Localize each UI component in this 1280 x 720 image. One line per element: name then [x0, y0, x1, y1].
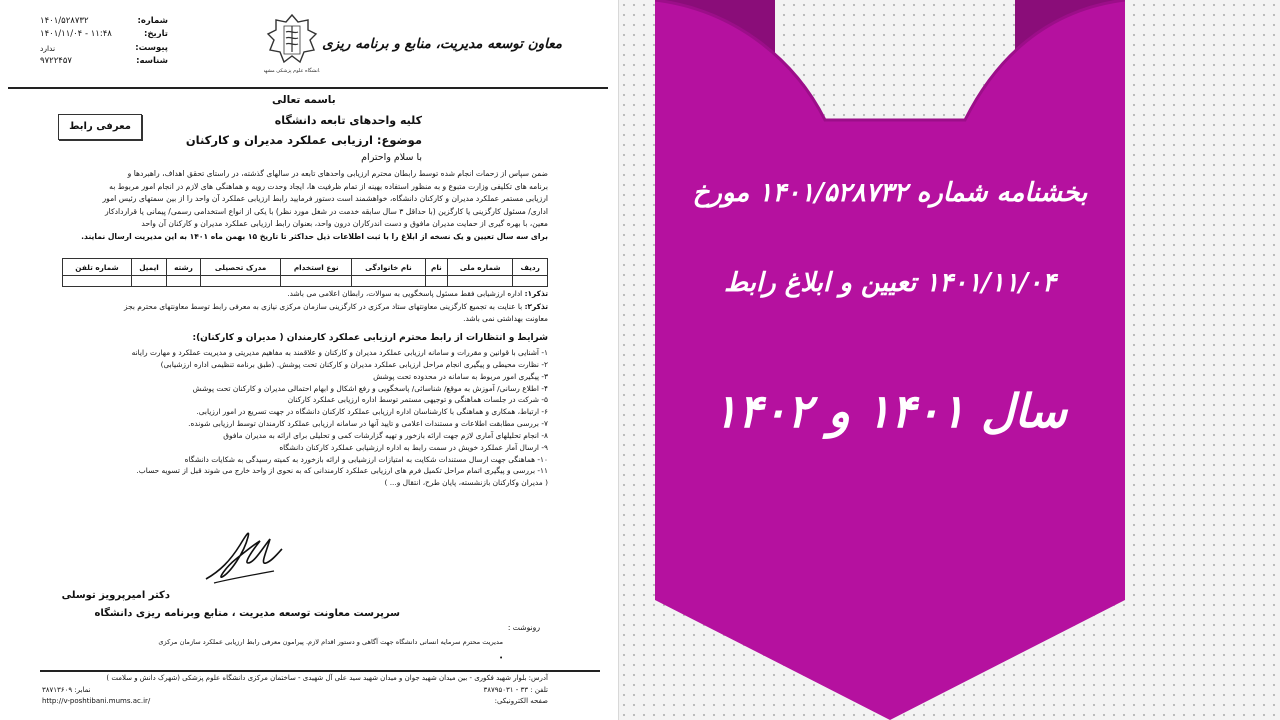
banner-line-3: سال ۱۴۰۱ و ۱۴۰۲ [713, 384, 1067, 438]
conditions-list [30, 347, 548, 489]
id-value: ۹۷۲۲۴۵۷ [40, 55, 72, 66]
note-1 [62, 288, 548, 300]
table-header: شماره ملی [448, 259, 513, 276]
footer-divider [40, 670, 600, 672]
number-label: شماره: [137, 16, 168, 26]
attachment-value: ندارد [40, 43, 56, 53]
list-item: ۲- نظارت محیطی و پیگیری انجام مراحل ارزیابی عملکرد مدیران و کارکنان تحت پوشش. (طبق برنامه تنظیمی اداره ارزشیابی) [160, 359, 548, 369]
number-value: ۱۴۰۱/۵۲۸۷۳۲ [40, 16, 89, 26]
note-1-text: اداره ارزشیابی فقط مسئول پاسخگویی به سوالات، رابطان اعلامی می باشد. [287, 289, 523, 298]
bismillah: باسمه تعالی [272, 94, 336, 106]
table-header: نوع استخدام [281, 259, 352, 276]
signer-title: سرپرست معاونت توسعه مدیریت ، منابع وبرنامه ریزی دانشگاه [94, 608, 400, 619]
list-item: ۱- آشنایی با قوانین و مقررات و سامانه ارزیابی عملکرد مدیران و کارکنان و علاقمند به مفاهیم مدیریتی و مدیریت عملکرد و مهارت رایانه [131, 348, 548, 357]
id-label: شناسه: [136, 55, 168, 66]
table-row [63, 276, 548, 287]
footer-fax: نمابر: ۳۸۷۱۳۶۰۹ [42, 686, 91, 694]
magenta-banner [655, 0, 1125, 720]
subject: موضوع: ارزیابی عملکرد مدیران و کارکنان [185, 133, 422, 147]
university-logo [264, 12, 320, 78]
footer-url[interactable]: http://v-poshtibani.mums.ac.ir/ [42, 697, 151, 705]
cc-bullet: • [499, 654, 503, 662]
liaison-form-table [62, 258, 548, 287]
table-header: نام خانوادگی [352, 259, 425, 276]
table-header-row [63, 259, 548, 276]
body-line: برای سه سال تعیین و یک نسخه از ابلاغ را با ثبت اطلاعات ذیل حداکثر تا تاریخ ۱۵ بهمن ماه ۱۴۰۱ به این مدیریت ارسال نمایند. [81, 231, 548, 241]
date-label: تاریخ: [144, 29, 168, 40]
department-title: معاون توسعه مدیریت، منابع و برنامه ریزی [322, 36, 562, 52]
table-header: نام [425, 259, 448, 276]
circular-letter [0, 0, 618, 720]
body-line: اداری/ مسئول کارگزینی یا کارگزین (با حداقل ۳ سال سابقه خدمت در شغل مورد نظر) با یکی از انواع استخدامی رسمی/ پیمانی یا قراردادکار [105, 206, 548, 216]
list-item: ۹- ارسال آمار عملکرد خویش در سمت رابط به اداره ارزشیابی عملکرد کارکنان دانشگاه [279, 442, 548, 452]
greeting: با سلام واحترام [361, 152, 422, 163]
cc-label: رونوشت : [507, 623, 540, 632]
note-2 [62, 301, 548, 324]
table-header: ایمیل [131, 259, 166, 276]
note-2-text-cont: معاونت بهداشتی نمی باشد. [463, 313, 548, 323]
attachment-label: پیوست: [135, 42, 168, 53]
note-1-label: تذکر۱: [524, 289, 548, 298]
body-paragraph [62, 168, 548, 244]
table-header: ردیف [513, 259, 548, 276]
body-line: معین، با بهره گیری از حمایت مدیران مافوق و دست اندرکاران درون واحد، بعنوان رابط ارزیابی عملکرد مدیران و کارکنان آن واحد [141, 219, 548, 229]
list-item: ( مدیران وکارکنان بازنشسته، پایان طرح، انتقال و... ) [384, 478, 548, 488]
note-2-label: تذکر۲: [524, 302, 548, 311]
cc-line: مدیریت محترم سرمایه انسانی دانشگاه جهت آگاهی و دستور اقدام لازم. پیرامون معرفی رابط ارزیابی عملکرد سازمان مرکزی [158, 638, 503, 646]
intro-box: معرفی رابط [58, 114, 142, 140]
signer-name: دکتر امیرپرویز توسلی [61, 590, 170, 601]
signature [200, 523, 286, 589]
list-item: ۸- انجام تحلیلهای آماری لازم جهت ارائه بازخور و تهیه گزارشات کمی و تحلیلی برای ارائه به مدیران مافوق [223, 430, 548, 440]
footer-phone: تلفن : ۳۳ - ۳۸۷۹۵۰۳۱ [483, 686, 548, 694]
body-line: برنامه های تکلیفی وزارت متبوع و به منظور استفاده بهینه از تمام ظرفیت ها، ایجاد وحدت رویه و هماهنگی های لازم در انجام امور مربوط به [109, 181, 548, 191]
body-line: ارزیابی مستمر عملکرد مدیران و کارکنان دانشگاه، خواهشمند است دستور فرمایید رابط ارزیابی عملکرد آن واحد را از بین سمتهای رئیس امور [102, 194, 548, 204]
list-item: ۶- ارتباط، همکاری و هماهنگی با کارشناسان اداره ارزیابی عملکرد کارکنان دانشگاه در جهت تسریع در امور ارزیابی. [196, 407, 548, 417]
list-item: ۵- شرکت در جلسات هماهنگی و توجیهی مستمر توسط اداره ارزیابی عملکرد کارکنان [287, 395, 548, 405]
header-divider [8, 87, 608, 89]
list-item: ۱۱- بررسی و پیگیری اتمام مراحل تکمیل فرم های ارزیابی عملکرد کارمندانی که به نحوی از واحد خارج می شوند قبل از تسویه حساب. [136, 466, 548, 476]
conditions-title: شرایط و انتظارات از رابط محترم ارزیابی عملکرد کارمندان ( مدیران و کارکنان): [192, 333, 548, 343]
logo-caption: دانشگاه علوم پزشکی مشهد [264, 68, 320, 74]
footer-address: آدرس: بلوار شهید فکوری - بین میدان شهید جوان و میدان شهید سید علی آل شهیدی - ساختمان مرکزی دانشگاه علوم پزشکی (شهرک دانش و سلامت ) [106, 674, 548, 682]
letter-meta [40, 15, 168, 68]
recipient: کلیه واحدهای تابعه دانشگاه [274, 114, 422, 127]
table-header: مدرک تحصیلی [200, 259, 280, 276]
table-header: شماره تلفن [63, 259, 132, 276]
body-line: ضمن سپاس از زحمات انجام شده توسط رابطان محترم ارزیابی واحدهای تابعه در سالهای گذشته، در راستای تحقق اهداف، راهبردها و [127, 169, 548, 178]
list-item: ۳- پیگیری امور مربوط به سامانه در محدوده تحت پوشش [373, 371, 548, 381]
list-item: ۷- بررسی مطابقت اطلاعات و مستندات اعلامی و تایید آنها در سامانه ارزیابی عملکرد کارمندان توسط ارزیابی شونده. [188, 419, 548, 429]
note-2-text: با عنایت به تجمیع کارگزینی معاونتهای ستاد مرکزی در کارگزینی سازمان مرکزی نیازی به معرفی رابط توسط معاونتهای محترم بجز [124, 302, 523, 311]
list-item: ۱۰- هماهنگی جهت ارسال مستندات شکایت به امتیازات ارزشیابی و ارائه بازخورد به کمیته رسیدگی به شکایات دانشگاه [184, 454, 548, 464]
banner-body [655, 0, 1125, 720]
date-value: ۱۴۰۱/۱۱/۰۴ - ۱۱:۴۸ [40, 29, 112, 40]
list-item: ۴- اطلاع رسانی/ آموزش به موقع/ شناسائی/ پاسخگویی و رفع اشکال و ابهام احتمالی مدیران و کارکنان تحت پوشش [192, 383, 548, 393]
banner-line-1: بخشنامه شماره ۱۴۰۱/۵۲۸۷۳۲ مورخ [692, 178, 1088, 208]
table-header: رشته [167, 259, 201, 276]
banner-line-2: ۱۴۰۱/۱۱/۰۴ تعیین و ابلاغ رابط [724, 268, 1056, 298]
footer-email-label: صفحه الکترونیکی: [494, 697, 548, 705]
